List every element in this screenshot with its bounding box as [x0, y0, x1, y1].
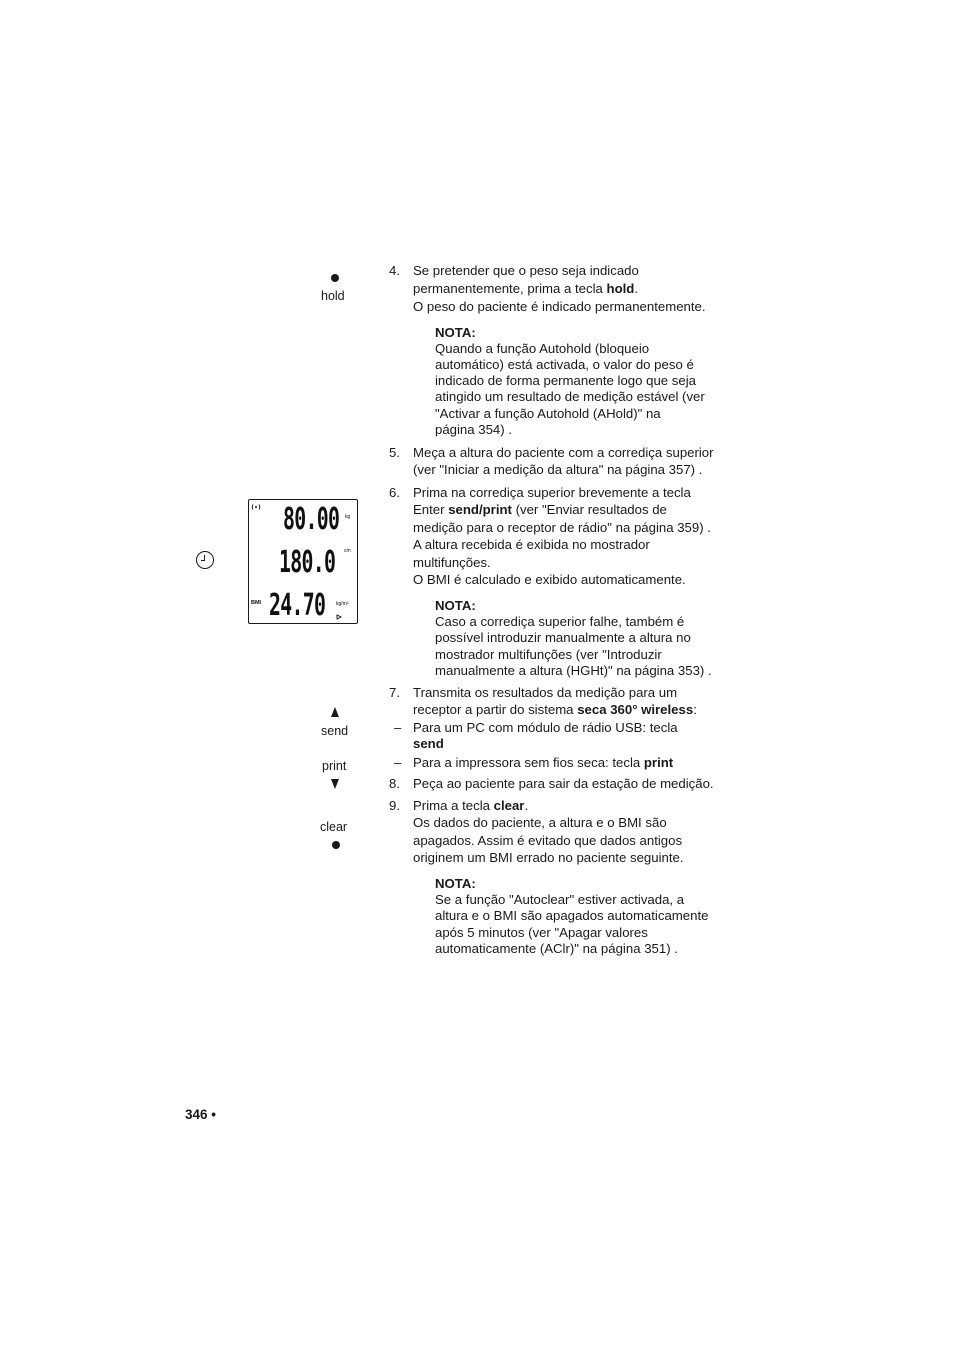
print-arrow-down-icon — [331, 779, 339, 789]
page-number: 346 • — [185, 1107, 217, 1122]
step-text: (ver "Iniciar a medição da altura" na página 357) . — [413, 462, 703, 478]
clear-key-label: clear — [320, 820, 348, 834]
note-line: atingido um resultado de medição estável (ver — [435, 389, 705, 405]
lcd-display — [248, 499, 358, 624]
hold-key-dot-icon — [331, 274, 339, 282]
step-6 — [389, 484, 743, 679]
note-line: Se a função "Autoclear" estiver activada, a — [435, 892, 685, 908]
lcd-bmi-value: 24.70 — [269, 588, 326, 623]
clear-key-ref: clear — [493, 797, 525, 813]
step-result: apagados. Assim é evitado que dados antigos — [413, 832, 683, 848]
print-key-label: print — [322, 759, 347, 773]
dash-bullet: – — [394, 754, 402, 770]
step-result: originem um BMI errado no paciente seguinte. — [413, 850, 684, 866]
note-title: NOTA: — [435, 324, 476, 340]
dash-item — [372, 720, 743, 753]
note-box — [435, 325, 743, 438]
lcd-height-unit: cm — [344, 548, 351, 554]
step-text: Prima a tecla clear. — [413, 797, 529, 813]
note-title: NOTA: — [435, 597, 476, 613]
dash-bullet: – — [394, 719, 402, 735]
note-box — [435, 876, 743, 957]
step-text: Transmita os resultados da medição para um — [413, 684, 678, 700]
step-text: Se pretender que o peso seja indicado — [413, 263, 639, 278]
step-9 — [389, 797, 743, 957]
lcd-bmi-unit: kg/m² — [336, 601, 349, 607]
note-line: mostrador multifunções (ver "Introduzir — [435, 646, 662, 662]
note-line: Caso a corrediça superior falhe, também é — [435, 614, 685, 630]
lcd-weight-value: 80.00 — [283, 502, 340, 537]
step-text: permanentemente, prima a tecla hold. — [413, 280, 639, 296]
step-text: medição para o receptor de rádio" na página 359) . — [413, 519, 711, 535]
send-key-ref: send — [413, 736, 444, 752]
hold-key-label: hold — [321, 289, 345, 303]
send-arrow-up-icon — [331, 707, 339, 717]
note-title: NOTA: — [435, 875, 476, 891]
step-text: receptor a partir do sistema seca 360° wireless: — [413, 702, 697, 718]
step-result: A altura recebida é exibida no mostrador — [413, 537, 650, 553]
step-4 — [389, 262, 743, 438]
step-result: O BMI é calculado e exibido automaticamente. — [413, 572, 686, 588]
note-line: Quando a função Autohold (bloqueio — [435, 340, 650, 356]
note-line: altura e o BMI são apagados automaticamente — [435, 908, 709, 924]
wireless-signal-icon — [251, 504, 261, 510]
dash-text: Para um PC com módulo de rádio USB: tecla — [413, 719, 678, 735]
note-line: possível introduzir manualmente a altura no — [435, 630, 691, 646]
step-7 — [389, 684, 743, 772]
note-line: página 354) . — [435, 421, 512, 437]
dash-item — [372, 754, 743, 772]
step-5 — [389, 444, 743, 479]
step-result: O peso do paciente é indicado permanentemente. — [413, 299, 706, 314]
hold-key-ref: hold — [606, 280, 635, 296]
note-line: automaticamente (AClr)" na página 351) . — [435, 940, 678, 956]
note-line: automático) está activada, o valor do peso é — [435, 356, 694, 372]
step-number: 7. — [389, 684, 400, 700]
step-result: Os dados do paciente, a altura e o BMI são — [413, 815, 667, 831]
clear-key-dot-icon — [332, 841, 340, 849]
step-number: 5. — [389, 444, 400, 460]
lcd-weight-unit: kg — [345, 514, 351, 520]
print-key-ref: print — [643, 754, 674, 770]
lcd-bmi-tag: BMI — [251, 600, 262, 606]
print-indicator-icon — [336, 614, 344, 620]
dash-text: Para a impressora sem fios seca: tecla print — [413, 754, 674, 770]
system-name: seca 360° wireless — [577, 702, 694, 718]
note-box — [435, 598, 743, 679]
step-number: 6. — [389, 484, 400, 500]
step-8 — [389, 775, 743, 793]
instructions-column — [389, 262, 743, 957]
step-text: Prima na corrediça superior brevemente a tecla — [413, 484, 691, 500]
step-number: 9. — [389, 797, 400, 813]
clock-icon — [196, 551, 214, 569]
note-line: indicado de forma permanente logo que seja — [435, 373, 696, 389]
note-line: após 5 minutos (ver "Apagar valores — [435, 924, 648, 940]
step-number: 4. — [389, 263, 400, 278]
lcd-height-value: 180.0 — [279, 545, 336, 580]
step-result: multifunções. — [413, 554, 491, 570]
step-number: 8. — [389, 776, 400, 792]
note-line: manualmente a altura (HGHt)" na página 353) . — [435, 662, 712, 678]
step-text: Meça a altura do paciente com a corrediça superior — [413, 444, 714, 460]
step-text: Enter send/print (ver "Enviar resultados de — [413, 502, 667, 518]
step-text: Peça ao paciente para sair da estação de medição. — [413, 776, 714, 792]
note-line: "Activar a função Autohold (AHold)" na — [435, 405, 661, 421]
send-key-label: send — [321, 724, 349, 738]
send-print-key-ref: send/print — [448, 502, 512, 518]
